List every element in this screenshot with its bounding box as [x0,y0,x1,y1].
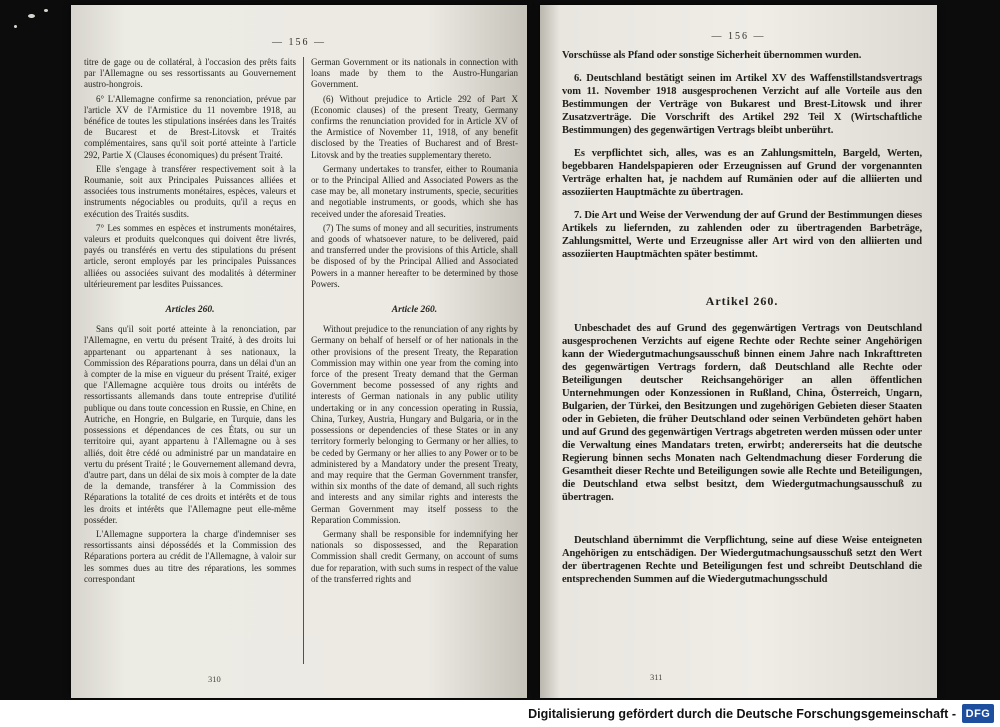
paragraph: Unbeschadet des auf Grund des gegenwärtigen Vertrags von Deutschland ausgesprochenen Verzichts auf eigene Rechte oder Rechte seiner Angehörigen kann der Wiedergutmachungsausschuß binnen einem Jahre nach Inkrafttreten des gegenwärtigen Vertrags fordern, daß Deutschland alle Rechte oder Beteiligungen deutscher Reichsangehöriger an allen öffentlichen Unternehmungen oder Konzessionen in Rußland, China, Österreich, Ungarn, Bulgarien, der Türkei, den Besitzungen und zugehörigen Gebieten dieser Staaten oder in Gebieten, die früher Deutschland oder seinen Verbündeten gehört haben und auf Grund des gegenwärtigen Vertrags abgetreten werden müssen oder unter die Verwaltung eines Mandatars treten, erwirbt; andererseits hat die deutsche Regierung binnen sechs Monaten nach Geltendmachung dieser Forderung die Gesamtheit dieser Rechte und Beteiligungen sowie alle Rechte und Beteiligungen, die Deutschland etwa selbst besitzt, dem Wiedergutmachungsausschuß zu übertragen. [562,323,922,503]
paragraph: (7) The sums of money and all securities, instruments and goods of whatsoever nature, to be delivered, paid and transferred under the provisions of this Article, shall be disposed of by the Principal Allied and Associated Powers in a manner hereafter to be determined by those Powers. [311,222,518,289]
digitization-credit-text: Digitalisierung gefördert durch die Deutsche Forschungsgemeinschaft - [528,706,956,721]
left-page-signature-number: 310 [208,674,221,684]
scan-speck [28,14,35,18]
paragraph: titre de gage ou de collatéral, à l'occasion des prêts faits par l'Allemagne ou ses ressortissants au Gouvernement austro-hongrois. [84,57,296,90]
paragraph: Without prejudice to the renunciation of any rights by Germany on behalf of herself or of her nationals in the other provisions of the present Treaty, the Reparation Commission may within one year from the coming into force of the present Treaty demand that the German Government become possessed of any rights and interests of German nationals in any public utility undertaking or in any concession operating in Russia, China, Turkey, Austria, Hungary and Bulgaria, or in the possessions or dependencies of these States or in any territory formerly belonging to Germany or her allies, to be ceded by Germany or her allies to any Power or to be administered by a Mandatory under the present Treaty, and may require that the German Government transfer, within six months of the date of demand, all such rights and interests and any similar rights and interests the German Government may itself possess to the Reparation Commission. [311,324,518,525]
paragraph: Sans qu'il soit porté atteinte à la renonciation, par l'Allemagne, en vertu du présent Traité, à des droits lui appartenant ou appartenant à ses nationaux, la Commission des Réparations pourra, dans un délai d'un an à compter de la mise en vigueur du présent Traité, exiger que l'Allemagne acquière tous droits ou intérêts de ressortissants allemands dans toute entreprise d'utilité publique ou dans toute concession en Russie, en Chine, en Autriche, en Hongrie, en Bulgarie, en Turquie, dans les possessions et dépendances de ces États, ou sur un territoire qui, ayant appartenu à l'Allemagne ou à ses alliés, doit être cédé ou administré par un mandataire en vertu du présent Traité ; le Gouvernement allemand devra, d'autre part, dans un délai de six mois à compter de la date de la demande, transférer à la Commission des Réparations la totalité de ces droits et intérêts et de tous les droits et intérêts que l'Allemagne peut elle-même posséder. [84,324,296,525]
dfg-logo [962,704,994,723]
column-divider-rule [303,57,304,664]
paragraph: 7° Les sommes en espèces et instruments monétaires, valeurs et produits quelconques qui doivent être livrés, payés ou transférés en vertu des stipulations du présent article, seront employés par les principales Puissances alliées ou associées suivant des modalités à déterminer ultérieurement par lesdites Puissances. [84,222,296,289]
paragraph: 7. Die Art und Weise der Verwendung der auf Grund der Bestimmungen dieses Artikels zu liefernden, zu zahlenden oder zu übertragenden Barbeträge, Zahlungsmittel, Werte und Erzeugnisse aller Art wird von den alliierten und assoziierten Hauptmächten später bestimmt. [562,210,922,260]
paragraph: Es verpflichtet sich, alles, was es an Zahlungsmitteln, Bargeld, Werten, begebbaren Handelspapieren oder Erzeugnissen auf Grund der vorgenannten Verträge erhalten hat, je nachdem auf Rumänien oder auf die alliierten und assoziierten Hauptmächte zu übertragen. [562,148,922,198]
article-heading: Artikel 260. [705,294,779,308]
scan-speck [44,9,48,12]
paragraph: German Government or its nationals in connection with loans made by them to the Austro-Hungarian Government. [311,57,518,90]
article-heading: Articles 260. [165,305,215,316]
paragraph: L'Allemagne supportera la charge d'indemniser ses ressortissants ainsi dépossédés et la Commission des Réparations portera au crédit de l'Allemagne, à valoir sur les sommes dues au titre des réparations, les sommes correspondant [84,528,296,584]
paragraph: 6. Deutschland bestätigt seinen im Artikel XV des Waffenstillstandsvertrags vom 11. November 1918 ausgesprochenen Verzicht auf alle Vorteile aus den Bestimmungen der Verträge von Bukarest und Brest-Litowsk und ihrer Zusatzverträge. Die Vorschrift des Artikel 292 Teil X (Wirtschaftliche Bestimmungen) des gegenwärtigen Vertrags bleibt unberührt. [562,73,922,136]
english-column [311,57,518,664]
paragraph: (6) Without prejudice to Article 292 of Part X (Economic clauses) of the present Treaty, Germany confirms the renunciation provided for in Article XV of the Armistice of November 11, 1918, of any benefit disclosed by the Treaties of Bucharest and of Brest-Litovsk and by the treaties supplementary thereto. [311,93,518,160]
left-page-number-header: — 156 — [272,37,326,48]
left-page [71,5,527,698]
paragraph: Deutschland übernimmt die Verpflichtung, seine auf diese Weise enteigneten Angehörigen zu entschädigen. Der Wiedergutmachungsausschuß setzt den Wert der übertragenen Rechte und Beteiligungen fest und schreibt Deutschland die entsprechenden Summen auf die Wiedergutmachungsschuld [562,535,922,585]
left-page-columns [84,57,518,664]
article-heading: Article 260. [391,305,438,316]
french-column [84,57,296,664]
paragraph: Elle s'engage à transférer respectivement soit à la Roumanie, soit aux Principales Puissances alliées et associées tous instruments monétaires, espèces, valeurs et instruments négociables ou produits, qu'il a reçus en exécution des Traités susdits. [84,163,296,219]
dfg-logo-text: DFG [965,707,991,720]
digitization-credit-bar [0,700,1000,727]
right-page [540,5,937,698]
paragraph: 6° L'Allemagne confirme sa renonciation, prévue par l'article XV de l'Armistice du 11 novembre 1918, au bénéfice de toutes les stipulations insérées dans les Traités de Bucarest et de Brest-Litovsk et Traités complémentaires, sans qu'il soit porté atteinte à l'article 292, Partie X (Clauses économiques) du présent Traité. [84,93,296,160]
scan-speck [14,25,17,28]
right-page-number-header: — 156 — [711,31,766,42]
paragraph: Germany undertakes to transfer, either to Roumania or to the Principal Allied and Associated Powers as the case may be, all monetary instruments, specie, securities and negotiable instruments, or goods, which she has received under the aforesaid Treaties. [311,163,518,219]
german-column [562,49,922,586]
right-page-signature-number: 311 [650,672,663,682]
paragraph: Vorschüsse als Pfand oder sonstige Sicherheit übernommen wurden. [562,50,862,61]
paragraph: Germany shall be responsible for indemnifying her nationals so dispossessed, and the Reparation Commission shall credit Germany, on account of sums due for reparation, with such sums in respect of the value of the transferred rights and [311,528,518,584]
